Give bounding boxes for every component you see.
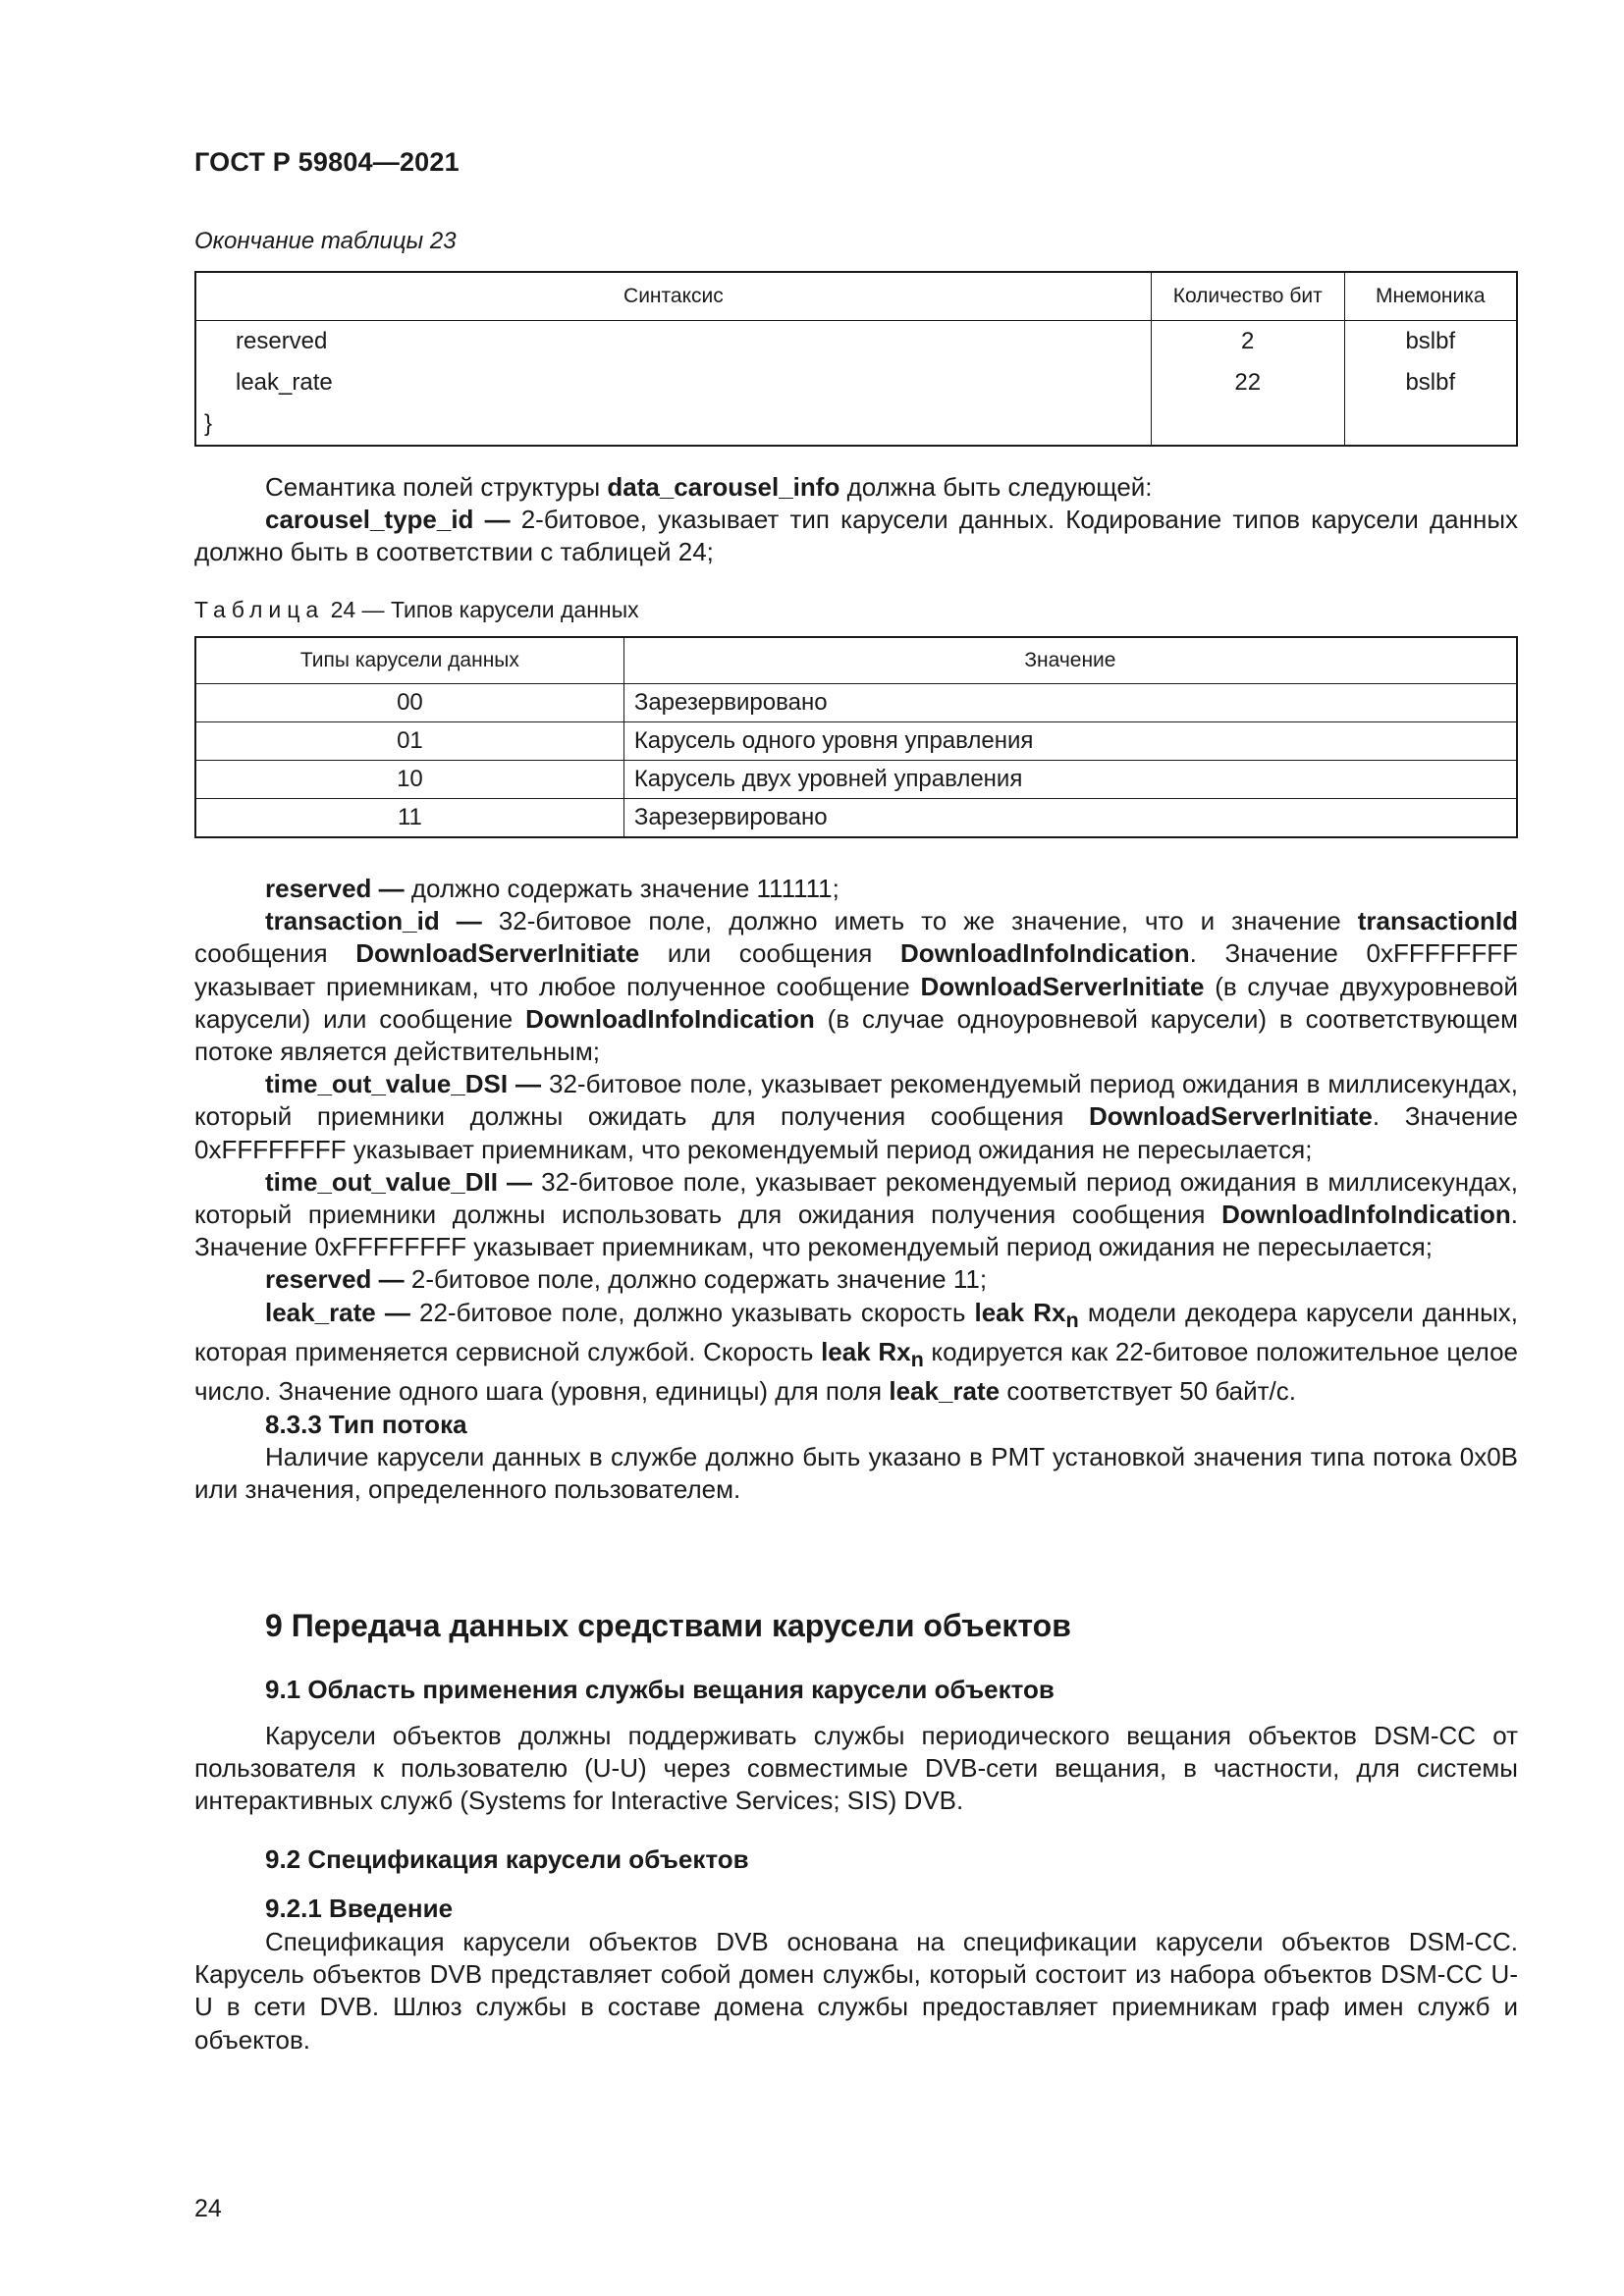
table-continuation-label: Окончание таблицы 23 <box>194 228 457 254</box>
text: Семантика полей структуры <box>265 472 608 502</box>
cell-mnemonic: bslbf <box>1344 362 1517 403</box>
paragraph: Спецификация карусели объектов DVB основана на спецификации карусели объектов DSM-CC. Карусель объектов DVB представляет собой домен службы, который состоит из набора объектов DSM-CC U-U в сети DVB. Шлюз службы в составе домена службы предоставляет приемникам граф имен служб и объектов. <box>194 1927 1518 2055</box>
table-23 <box>194 271 1518 447</box>
term: transactionId <box>1357 906 1518 936</box>
column-header-syntax: Синтаксис <box>195 272 1151 321</box>
table-row <box>195 362 1517 403</box>
cell-bits: 22 <box>1151 362 1344 403</box>
text: соответствует 50 байт/с. <box>1000 1376 1296 1407</box>
text: . Значение 0xFFFFFFFF указывает приемникам, что рекомендуемый период ожидания не пересылается; <box>194 1101 1519 1164</box>
table-row <box>195 321 1517 363</box>
text: 2-битовое, указывает тип карусели данных. Кодирование типов карусели данных должно быть в соответствии с таблицей 24; <box>194 505 1519 567</box>
term: leak_rate <box>889 1376 1001 1407</box>
paragraph-transaction-id <box>194 905 1518 1068</box>
paragraph-time-out-dii <box>194 1166 1518 1264</box>
page-number: 24 <box>194 2195 222 2222</box>
text: 32-битовое поле, указывает рекомендуемый период ожидания в миллисекундах, который приемники должны использовать для ожидания получения сообщения <box>194 1166 1518 1230</box>
table-24-caption <box>194 597 639 623</box>
term: time_out_value_DII — <box>265 1166 533 1197</box>
cell-syntax: reserved <box>195 321 1151 363</box>
section-8-3-3-title <box>194 1409 1518 1441</box>
text: сообщения <box>194 938 356 969</box>
section-title: 8.3.3 Тип потока <box>265 1409 467 1439</box>
section-9-2-title: 9.2 Спецификация карусели объектов <box>265 1844 749 1874</box>
table-header-row <box>195 637 1517 684</box>
paragraph-leak-rate <box>194 1297 1518 1409</box>
table-row <box>195 403 1517 446</box>
term: carousel_type_id — <box>265 505 511 535</box>
term: time_out_value_DSI — <box>265 1069 542 1099</box>
paragraph-reserved <box>194 873 1518 905</box>
cell-type: 00 <box>195 684 623 722</box>
term <box>821 1337 924 1372</box>
term: DownloadInfoIndication <box>1221 1200 1511 1230</box>
text: 22-битовое поле, должно указывать скорость <box>409 1297 975 1327</box>
term: DownloadServerInitiate <box>1088 1101 1373 1132</box>
text: . Значение 0xFFFFFFFF указывает приемникам, что рекомендуемый период ожидания не пересылается; <box>194 1200 1518 1262</box>
section-9-title: 9 Передача данных средствами карусели объектов <box>265 1608 1071 1643</box>
table-24 <box>194 636 1518 838</box>
caption-label: Таблица <box>194 597 325 622</box>
cell-mnemonic: bslbf <box>1344 321 1517 363</box>
column-header-bits: Количество бит <box>1151 272 1344 321</box>
table-row <box>195 761 1517 799</box>
paragraph <box>194 471 1518 504</box>
text: должна быть следующей: <box>839 472 1153 502</box>
table-header-row <box>195 272 1517 321</box>
term: reserved — <box>265 874 405 903</box>
table-row <box>195 684 1517 722</box>
column-header-mnemonic: Мнемоника <box>1344 272 1517 321</box>
section-9-2-1-text <box>194 1926 1518 2056</box>
term: reserved — <box>265 1264 405 1295</box>
term: DownloadServerInitiate <box>920 971 1205 1001</box>
cell-empty <box>1151 403 1344 446</box>
cell-bits: 2 <box>1151 321 1344 363</box>
table-row <box>195 722 1517 761</box>
text: 2-битовое поле, должно содержать значение 11; <box>404 1264 988 1295</box>
section-8-3-3-text: Наличие карусели данных в службе должно быть указано в PMT установкой значения типа потока 0x0B или значения, определенного пользователем. <box>194 1441 1518 1505</box>
text: 32-битовое поле, должно иметь то же значение, что и значение <box>481 906 1358 936</box>
cell-value: Карусель двух уровней управления <box>623 761 1517 799</box>
section-9-1-text <box>194 1720 1518 1818</box>
cell-syntax: leak_rate <box>195 362 1151 403</box>
semantics-intro <box>194 471 1518 569</box>
term <box>974 1297 1079 1332</box>
term: transaction_id — <box>265 906 482 936</box>
caption-text: 24 — Типов карусели данных <box>324 597 639 622</box>
term-text: leak Rx <box>821 1337 911 1367</box>
cell-empty <box>1344 403 1517 446</box>
text: (в случае одноуровневой карусели) в соответствующем потоке является действительным; <box>194 1003 1518 1067</box>
cell-type: 10 <box>195 761 623 799</box>
text: или сообщения <box>639 938 901 969</box>
term: DownloadInfoIndication <box>900 938 1190 969</box>
text: кодируется как 22-битовое положительное целое число. Значение одного шага (уровня, единицы) для поля <box>194 1337 1518 1407</box>
cell-type: 11 <box>195 799 623 838</box>
subscript: n <box>1065 1307 1079 1332</box>
term: leak_rate — <box>265 1297 410 1327</box>
paragraph <box>194 504 1518 568</box>
text: . Значение 0xFFFFFFFF указывает приемникам, что любое полученное сообщение <box>194 938 1518 1001</box>
paragraph-time-out-dsi <box>194 1068 1518 1166</box>
term: data_carousel_info <box>607 472 840 502</box>
section-9-2-1-title: 9.2.1 Введение <box>265 1894 454 1923</box>
column-header-value: Значение <box>623 637 1517 684</box>
cell-value: Зарезервировано <box>623 684 1517 722</box>
cell-value: Зарезервировано <box>623 799 1517 838</box>
column-header-type: Типы карусели данных <box>195 637 623 684</box>
paragraph-reserved-2 <box>194 1263 1518 1296</box>
text: модели декодера карусели данных, которая применяется сервисной службой. Скорость <box>194 1297 1518 1367</box>
cell-type: 01 <box>195 722 623 761</box>
section-9-1-title: 9.1 Область применения службы вещания карусели объектов <box>265 1675 1055 1704</box>
text: 32-битовое поле, указывает рекомендуемый период ожидания в миллисекундах, который приемники должны ожидать для получения сообщения <box>194 1069 1519 1132</box>
cell-value: Карусель одного уровня управления <box>623 722 1517 761</box>
term: DownloadInfoIndication <box>525 1003 815 1034</box>
text: должно содержать значение 111111; <box>404 874 839 903</box>
field-semantics <box>194 873 1518 1506</box>
closing-brace: } <box>195 403 1151 446</box>
document-header: ГОСТ Р 59804—2021 <box>194 147 460 177</box>
term: DownloadServerInitiate <box>355 938 640 969</box>
subscript: n <box>910 1347 924 1372</box>
table-row <box>195 799 1517 838</box>
text: (в случае двухуровневой карусели) или сообщение <box>194 971 1519 1034</box>
paragraph: Карусели объектов должны поддерживать службы периодического вещания объектов DSM-CC от пользователя к пользователю (U-U) через совместимые DVB-сети вещания, в частности, для системы интерактивных служб (Systems for Interactive Services; SIS) DVB. <box>194 1721 1518 1816</box>
term-text: leak Rx <box>974 1297 1066 1327</box>
